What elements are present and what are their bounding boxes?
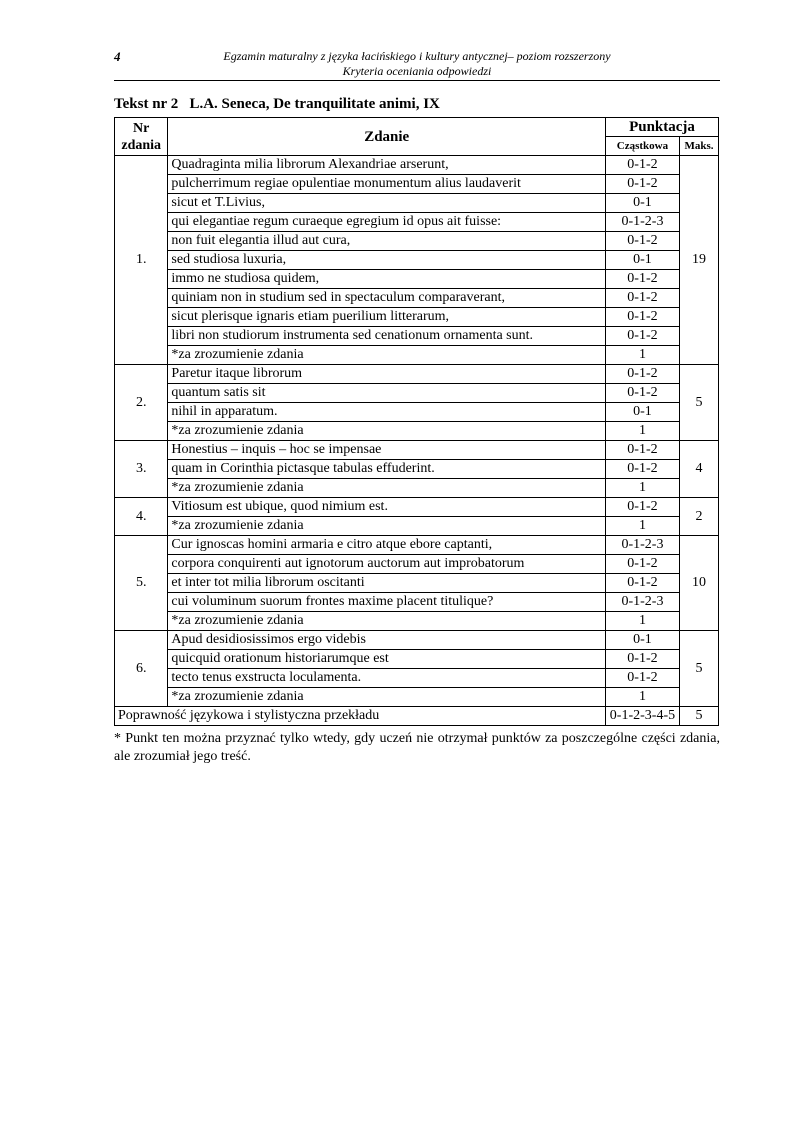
header-line-criteria: Kryteria oceniania odpowiedzi: [342, 64, 492, 78]
section-work-title: L.A. Seneca, De tranquilitate animi, IX: [189, 96, 440, 112]
translation-quality-label: Poprawność językowa i stylistyczna przekładu: [115, 707, 606, 726]
partial-points: 0-1-2: [605, 650, 679, 669]
header-nr-line1: Nr: [133, 120, 150, 136]
header-scoring: Punktacja: [605, 118, 718, 137]
partial-points: 0-1: [605, 403, 679, 422]
table-row: [115, 346, 719, 365]
running-header: [114, 49, 720, 79]
partial-points: 0-1-2: [605, 384, 679, 403]
partial-points: 0-1-2: [605, 308, 679, 327]
table-row: [115, 555, 719, 574]
table-row: [115, 403, 719, 422]
sentence-fragment: *za zrozumienie zdania: [168, 688, 606, 707]
partial-points: 0-1-2: [605, 669, 679, 688]
partial-points: 0-1-2: [605, 289, 679, 308]
sentence-number: 3.: [115, 441, 168, 498]
max-points: 5: [679, 365, 718, 441]
table-row: [115, 232, 719, 251]
table-row: [115, 308, 719, 327]
sentence-number: 5.: [115, 536, 168, 631]
partial-points: 0-1-2: [605, 232, 679, 251]
sentence-fragment: quantum satis sit: [168, 384, 606, 403]
table-row: [115, 460, 719, 479]
sentence-fragment: sicut plerisque ignaris etiam puerilium litterarum,: [168, 308, 606, 327]
sentence-fragment: quicquid orationum historiarumque est: [168, 650, 606, 669]
table-row: [115, 688, 719, 707]
partial-points: 0-1-2: [605, 555, 679, 574]
sentence-fragment: nihil in apparatum.: [168, 403, 606, 422]
table-row: [115, 213, 719, 232]
table-row: [115, 289, 719, 308]
table-row: [115, 669, 719, 688]
header-line-exam: Egzamin maturalny z języka łacińskiego i kultury antycznej– poziom rozszerzony: [223, 49, 611, 63]
max-points: 10: [679, 536, 718, 631]
section-title: [114, 96, 440, 113]
sentence-fragment: corpora conquirenti aut ignotorum auctorum aut improbatorum: [168, 555, 606, 574]
partial-points: 0-1-2: [605, 175, 679, 194]
sentence-fragment: libri non studiorum instrumenta sed cenationum ornamenta sunt.: [168, 327, 606, 346]
translation-quality-points: 0-1-2-3-4-5: [605, 707, 679, 726]
sentence-fragment: tecto tenus exstructa loculamenta.: [168, 669, 606, 688]
partial-points: 0-1: [605, 631, 679, 650]
partial-points: 0-1: [605, 251, 679, 270]
partial-points: 0-1-2: [605, 270, 679, 289]
table-row: [115, 441, 719, 460]
partial-points: 0-1: [605, 194, 679, 213]
partial-points: 1: [605, 479, 679, 498]
partial-points: 1: [605, 688, 679, 707]
max-points: 4: [679, 441, 718, 498]
sentence-fragment: non fuit elegantia illud aut cura,: [168, 232, 606, 251]
table-row: [115, 365, 719, 384]
sentence-fragment: quiniam non in studium sed in spectaculum comparaverant,: [168, 289, 606, 308]
table-row: [115, 422, 719, 441]
partial-points: 1: [605, 422, 679, 441]
sentence-fragment: immo ne studiosa quidem,: [168, 270, 606, 289]
table-row: [115, 384, 719, 403]
table-row: [115, 536, 719, 555]
partial-points: 1: [605, 346, 679, 365]
sentence-fragment: Quadraginta milia librorum Alexandriae arserunt,: [168, 156, 606, 175]
sentence-fragment: cui voluminum suorum frontes maxime placent titulique?: [168, 593, 606, 612]
sentence-fragment: *za zrozumienie zdania: [168, 346, 606, 365]
sentence-fragment: qui elegantiae regum curaeque egregium id opus ait fuisse:: [168, 213, 606, 232]
table-row: [115, 593, 719, 612]
table-row: [115, 251, 719, 270]
table-row: [115, 574, 719, 593]
sentence-fragment: Paretur itaque librorum: [168, 365, 606, 384]
sentence-number: 6.: [115, 631, 168, 707]
table-row: [115, 650, 719, 669]
sentence-fragment: Honestius – inquis – hoc se impensae: [168, 441, 606, 460]
partial-points: 0-1-2: [605, 441, 679, 460]
table-row: [115, 631, 719, 650]
sentence-number: 2.: [115, 365, 168, 441]
translation-quality-max: 5: [679, 707, 718, 726]
sentence-number: 4.: [115, 498, 168, 536]
table-row-total: [115, 707, 719, 726]
sentence-fragment: *za zrozumienie zdania: [168, 612, 606, 631]
max-points: 5: [679, 631, 718, 707]
partial-points: 1: [605, 517, 679, 536]
max-points: 19: [679, 156, 718, 365]
sentence-fragment: sed studiosa luxuria,: [168, 251, 606, 270]
header-partial: Cząstkowa: [605, 137, 679, 156]
scoring-table: [114, 117, 719, 726]
partial-points: 0-1-2: [605, 574, 679, 593]
table-row: [115, 479, 719, 498]
sentence-fragment: pulcherrimum regiae opulentiae monumentum alius laudaverit: [168, 175, 606, 194]
partial-points: 0-1-2: [605, 460, 679, 479]
table-row: [115, 612, 719, 631]
sentence-fragment: quam in Corinthia pictasque tabulas effuderint.: [168, 460, 606, 479]
sentence-fragment: Apud desidiosissimos ergo videbis: [168, 631, 606, 650]
sentence-fragment: sicut et T.Livius,: [168, 194, 606, 213]
sentence-fragment: *za zrozumienie zdania: [168, 422, 606, 441]
partial-points: 0-1-2-3: [605, 593, 679, 612]
header-divider: [114, 80, 720, 81]
partial-points: 0-1-2: [605, 498, 679, 517]
page-number: 4: [114, 49, 121, 64]
sentence-fragment: Vitiosum est ubique, quod nimium est.: [168, 498, 606, 517]
table-row: [115, 156, 719, 175]
partial-points: 0-1-2: [605, 327, 679, 346]
partial-points: 0-1-2: [605, 365, 679, 384]
sentence-fragment: Cur ignoscas homini armaria e citro atque ebore captanti,: [168, 536, 606, 555]
table-row: [115, 517, 719, 536]
table-row: [115, 498, 719, 517]
table-row: [115, 175, 719, 194]
sentence-fragment: et inter tot milia librorum oscitanti: [168, 574, 606, 593]
table-body: [115, 156, 719, 726]
section-label: Tekst nr 2: [114, 96, 179, 112]
header-max: Maks.: [679, 137, 718, 156]
table-row: [115, 194, 719, 213]
table-row: [115, 327, 719, 346]
sentence-fragment: *za zrozumienie zdania: [168, 479, 606, 498]
footnote: * Punkt ten można przyznać tylko wtedy, gdy uczeń nie otrzymał punktów za poszczególne części zdania, ale zrozumiał jego treść.: [114, 731, 720, 764]
partial-points: 0-1-2: [605, 156, 679, 175]
header-nr: [115, 118, 168, 156]
header-sentence: Zdanie: [168, 118, 606, 156]
partial-points: 0-1-2-3: [605, 213, 679, 232]
partial-points: 0-1-2-3: [605, 536, 679, 555]
partial-points: 1: [605, 612, 679, 631]
sentence-fragment: *za zrozumienie zdania: [168, 517, 606, 536]
max-points: 2: [679, 498, 718, 536]
sentence-number: 1.: [115, 156, 168, 365]
table-row: [115, 270, 719, 289]
header-nr-line2: zdania: [121, 137, 162, 153]
